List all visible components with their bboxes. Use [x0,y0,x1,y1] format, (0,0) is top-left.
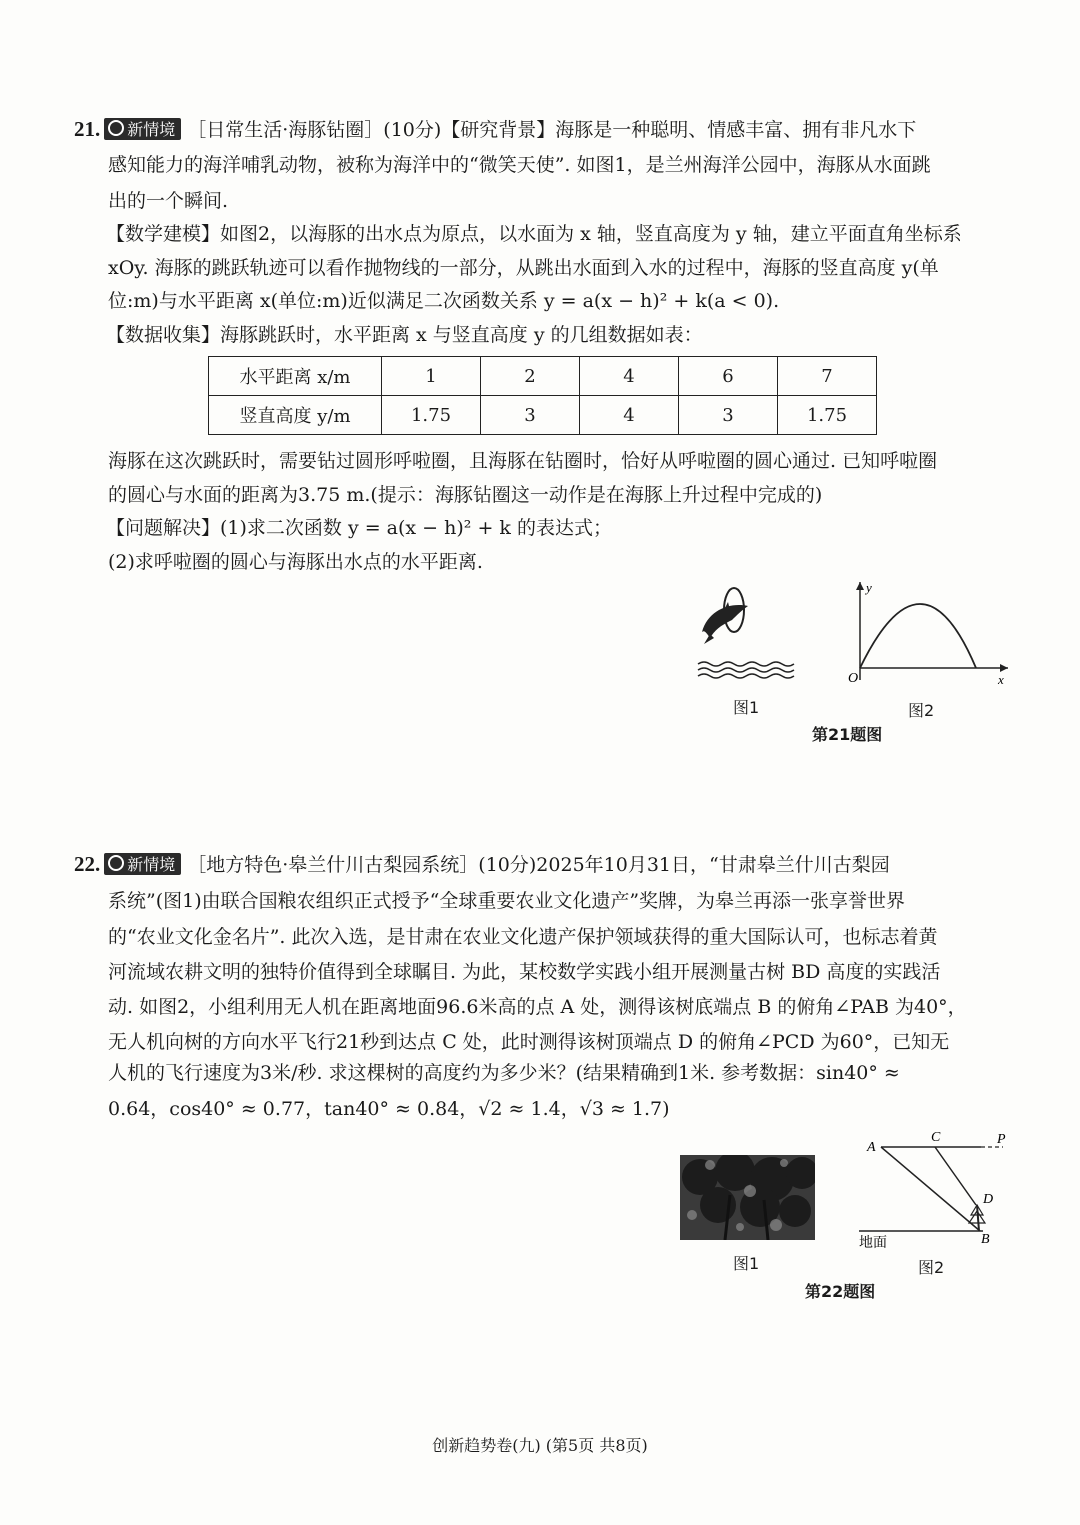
q22-line-7: 人机的飞行速度为3米/秒. 求这棵树的高度约为多少米？(结果精确到1米. 参考数据：sin40° ≈ [108,1062,900,1084]
point-b-label: B [981,1232,990,1247]
table-cell: 7 [778,357,877,396]
q21-fig2-parabola-graph [840,576,1015,688]
table-cell: 2 [481,357,580,396]
q21-figure-caption: 第21题图 [812,725,883,744]
q22-line-5: 动. 如图2，小组利用无人机在距离地面96.6米高的点 A 处，测得该树底端点 B 的俯角∠PAB 为40°， [108,996,967,1018]
page-footer: 创新趋势卷(九) (第5页 共8页) [432,1436,648,1455]
y-axis-label: y [866,580,872,595]
table-cell: 1.75 [382,396,481,435]
q22-fig1-caption: 图1 [733,1254,760,1273]
x-axis-arrow-icon [1000,664,1008,672]
q22-first-line [74,853,890,875]
q22-line-2: 系统”(图1)由联合国粮农组织正式授予“全球重要农业文化遗产”奖牌，为皋兰再添一张享誉世界 [108,890,906,912]
q21-line-8: 海豚在这次跳跃时，需要钻过圆形呼啦圈，且海豚在钻圈时，恰好从呼啦圈的圆心通过. 已知呼啦圈 [108,450,938,472]
origin-label: O [848,671,859,686]
table-cell: 1.75 [778,396,877,435]
line-cd [935,1147,976,1205]
lightbulb-icon [108,120,124,136]
table-header-cell: 竖直高度 y/m [209,396,382,435]
table-cell: 4 [580,357,679,396]
q21-line-6: 位:m)与水平距离 x(单位:m)近似满足二次函数关系 y = a(x − h)² + k(a < 0). [108,290,780,312]
q21-line-4: 【数学建模】如图2，以海豚的出水点为原点，以水面为 x 轴，竖直高度为 y 轴，建立平面直角坐标系 [106,223,962,245]
q21-line-3: 出的一个瞬间. [108,190,229,212]
table-row [209,357,877,396]
q21-new-context-tag [104,118,181,140]
q21-line-9: 的圆心与水面的距离为3.75 m.(提示：海豚钻圈这一动作是在海豚上升过程中完成的) [108,484,823,506]
table-cell: 3 [679,396,778,435]
point-p-label: P [997,1132,1006,1147]
q22-fig2-caption: 图2 [918,1258,945,1277]
table-cell: 1 [382,357,481,396]
q21-fig1-dolphin [690,580,800,690]
q21-line-11: (2)求呼啦圈的圆心与海豚出水点的水平距离. [108,551,483,573]
q22-line-1: ［地方特色·皋兰什川古梨园系统］(10分)2025年10月31日，“甘肃皋兰什川古梨园 [187,854,890,876]
q22-fig1-tree-photo [680,1155,815,1240]
q21-line-7: 【数据收集】海豚跳跃时，水平距离 x 与竖直高度 y 的几组数据如表： [106,324,703,346]
q21-number: 21. [74,117,101,141]
table-cell: 4 [580,396,679,435]
q22-new-context-tag [104,853,181,875]
water-waves-icon [698,662,794,678]
q22-line-6: 无人机向树的方向水平飞行21秒到达点 C 处，此时测得该树顶端点 D 的俯角∠PCD 为60°，已知无 [108,1031,950,1053]
table-header-cell: 水平距离 x/m [209,357,382,396]
table-cell: 6 [679,357,778,396]
q21-line-1: ［日常生活·海豚钻圈］(10分)【研究背景】海豚是一种聪明、情感丰富、拥有非凡水下 [187,119,917,141]
q22-line-3: 的“农业文化金名片”. 此次入选，是甘肃在农业文化遗产保护领域获得的重大国际认可，也标志着黄 [108,926,938,948]
q22-line-8: 0.64，cos40° ≈ 0.77，tan40° ≈ 0.84，√2 ≈ 1.4，√3 ≈ 1.7) [108,1098,670,1120]
q22-fig2-geometry [855,1125,1025,1255]
table-row [209,396,877,435]
q21-line-5: xOy. 海豚的跳跃轨迹可以看作抛物线的一部分，从跳出水面到入水的过程中，海豚的竖直高度 y(单 [108,257,939,279]
q22-tag-label: 新情境 [127,855,176,874]
q21-line-2: 感知能力的海洋哺乳动物，被称为海洋中的“微笑天使”. 如图1，是兰州海洋公园中，海豚从水面跳 [108,154,931,176]
q21-fig2-caption: 图2 [908,701,935,720]
x-axis-label: x [998,672,1004,687]
lightbulb-icon [108,855,124,871]
ground-label: 地面 [859,1235,887,1251]
q21-data-table [208,356,877,435]
q22-number: 22. [74,852,101,876]
parabola-curve [860,604,976,668]
q21-fig1-caption: 图1 [733,698,760,717]
q22-line-4: 河流域农耕文明的独特价值得到全球瞩目. 为此，某校数学实践小组开展测量古树 BD 高度的实践活 [108,961,941,983]
table-cell: 3 [481,396,580,435]
point-d-label: D [983,1192,994,1207]
y-axis-arrow-icon [856,582,864,590]
q22-figure-caption: 第22题图 [805,1282,876,1301]
point-a-label: A [867,1140,876,1155]
q21-tag-label: 新情境 [127,120,176,139]
q21-first-line [74,118,916,140]
q21-line-10: 【问题解决】(1)求二次函数 y = a(x − h)² + k 的表达式； [106,517,612,539]
point-c-label: C [931,1130,941,1145]
